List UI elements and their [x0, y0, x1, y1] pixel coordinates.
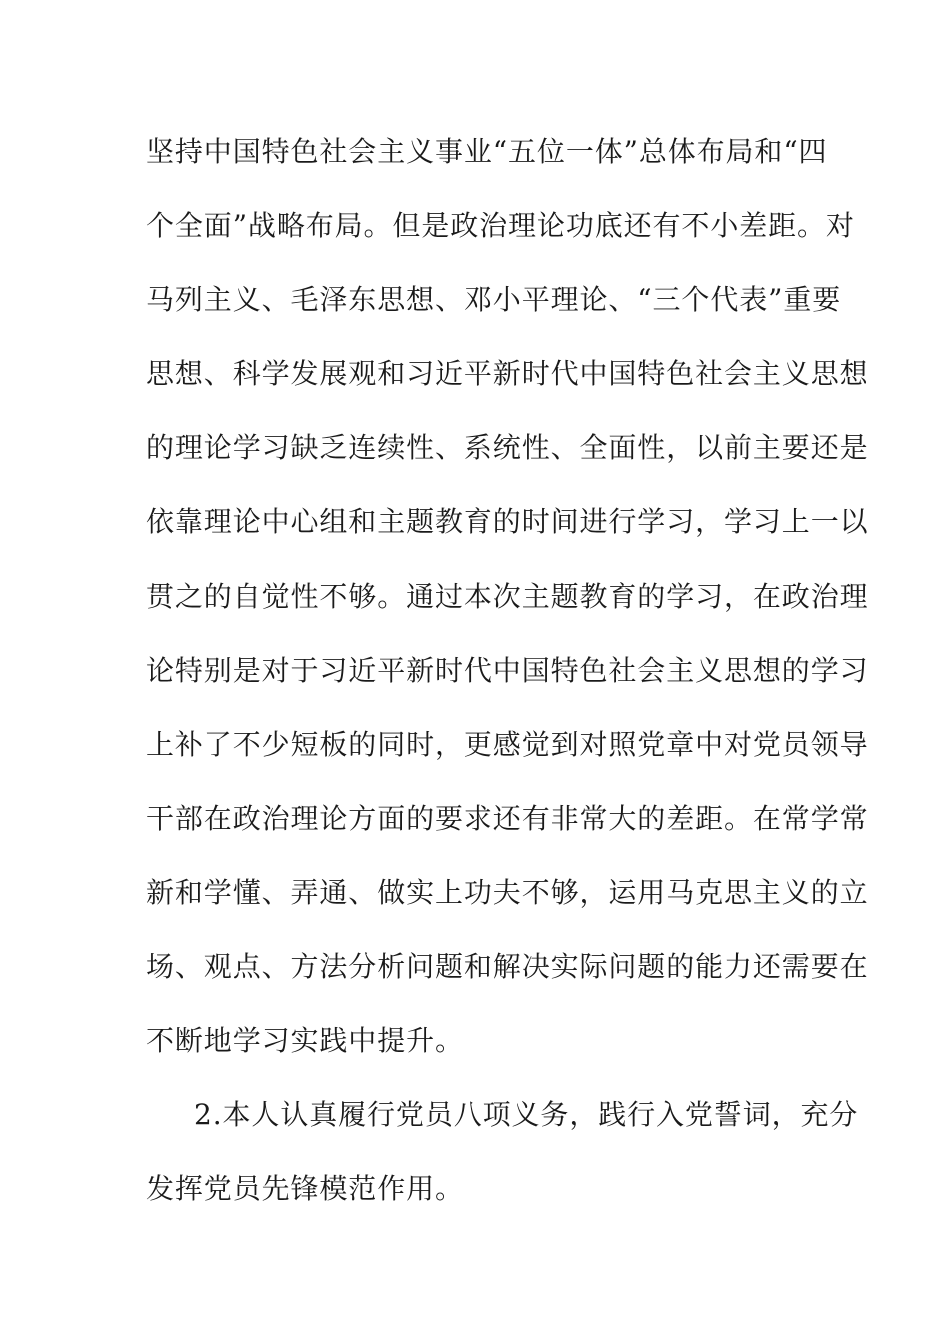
- paragraph-line: 贯之的自觉性不够。通过本次主题教育的学习，在政治理: [146, 580, 869, 613]
- paragraph-line: 场、观点、方法分析问题和解决实际问题的能力还需要在: [146, 950, 869, 983]
- paragraph-line: 发挥党员先锋模范作用。: [146, 1172, 464, 1205]
- paragraph-line: 干部在政治理论方面的要求还有非常大的差距。在常学常: [146, 802, 869, 835]
- paragraph-line: 马列主义、毛泽东思想、邓小平理论、“三个代表”重要: [146, 283, 842, 316]
- paragraph-line: 坚持中国特色社会主义事业“五位一体”总体布局和“四: [146, 135, 828, 168]
- paragraph-line: 新和学懂、弄通、做实上功夫不够，运用马克思主义的立: [146, 876, 869, 909]
- paragraph-line: 上补了不少短板的同时，更感觉到对照党章中对党员领导: [146, 728, 869, 761]
- paragraph-line: 个全面”战略布局。但是政治理论功底还有不小差距。对: [146, 209, 855, 242]
- paragraph-line: 依靠理论中心组和主题教育的时间进行学习，学习上一以: [146, 505, 869, 538]
- paragraph-line: 思想、科学发展观和习近平新时代中国特色社会主义思想: [146, 357, 869, 390]
- paragraph-line: 论特别是对于习近平新时代中国特色社会主义思想的学习: [146, 654, 869, 687]
- paragraph-line: 不断地学习实践中提升。: [146, 1024, 464, 1057]
- numbered-item-line: 2.本人认真履行党员八项义务，践行入党誓词，充分: [194, 1098, 859, 1131]
- paragraph-line: 的理论学习缺乏连续性、系统性、全面性，以前主要还是: [146, 431, 869, 464]
